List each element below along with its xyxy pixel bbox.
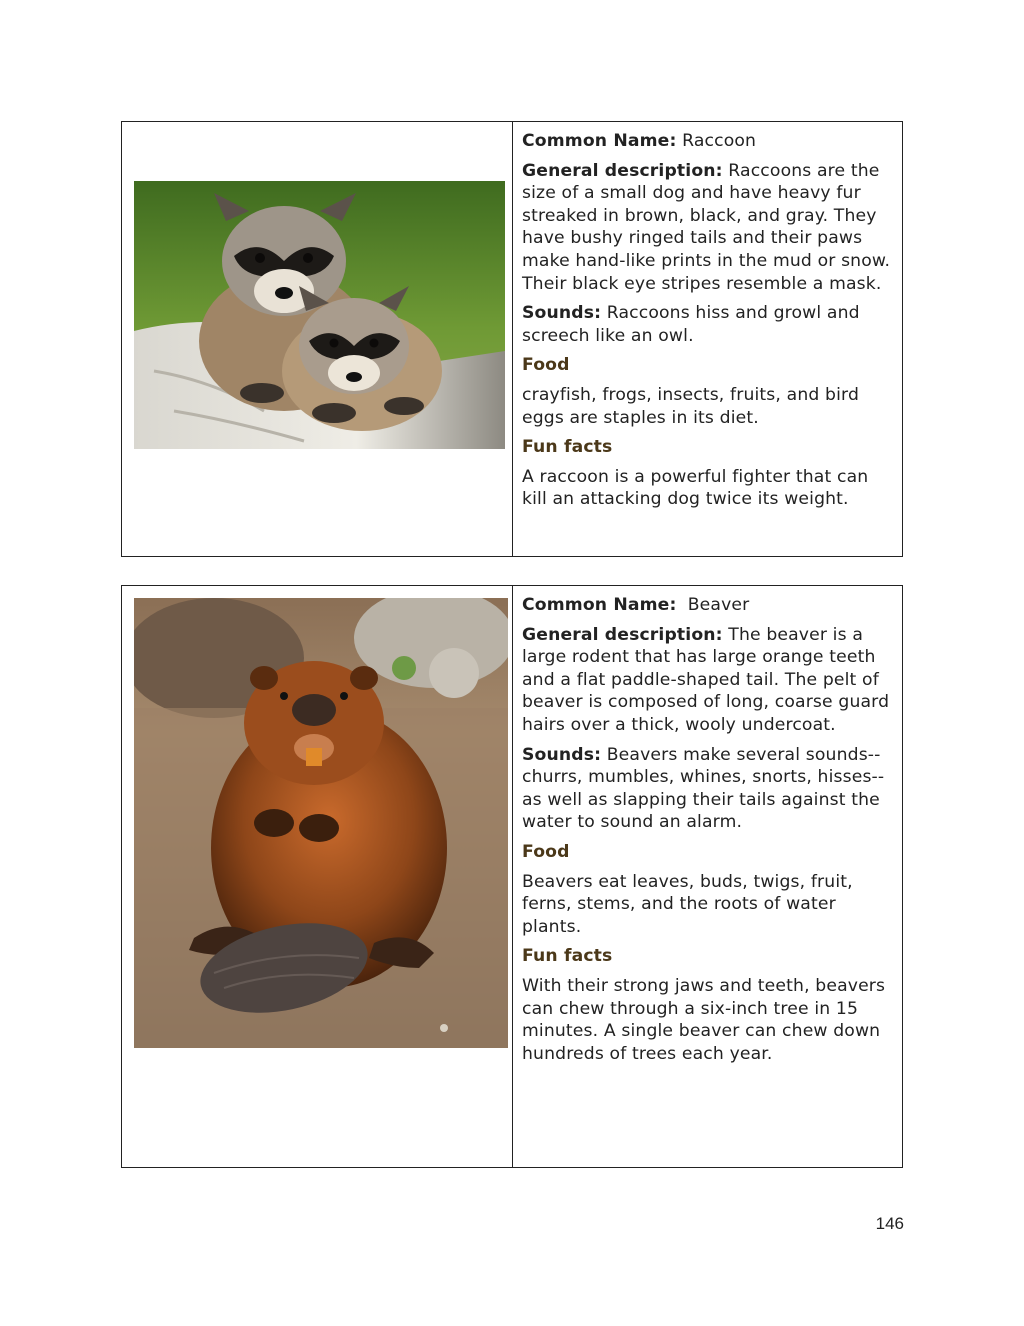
beaver-food-text: Beavers eat leaves, buds, twigs, fruit, ferns, stems, and the roots of water plants. [522,871,853,937]
page-number: 146 [875,1214,904,1233]
raccoon-photo [134,181,505,449]
beaver-photo [134,598,508,1048]
common-name-value: Beaver [676,595,750,615]
beaver-text [513,586,902,1167]
general-description-value: The beaver is a large rodent that has large orange teeth and a flat paddle-shaped tail. The pelt of beaver is composed of long, coarse guard hairs over a thick, wooly undercoat. [522,624,890,735]
beaver-card [121,585,903,1168]
raccoon-fun-facts-text: A raccoon is a powerful fighter that can kill an attacking dog twice its weight. [522,466,869,510]
sounds-label: Sounds: [522,744,602,765]
raccoon-food-heading: Food [522,355,570,376]
general-description-label: General description: [522,160,723,181]
raccoon-general-description [522,160,892,296]
beaver-food-heading: Food [522,841,570,862]
raccoon-text [513,122,902,556]
raccoon-food-text: crayfish, frogs, insects, fruits, and bird eggs are staples in its diet. [522,384,859,428]
sounds-value: Raccoons hiss and growl and screech like an owl. [522,303,860,346]
beaver-photo-cell [122,586,513,1167]
raccoon-photo-cell [122,122,513,556]
raccoon-sounds [522,302,892,347]
general-description-value: Raccoons are the size of a small dog and have heavy fur streaked in brown, black, and gray. They have bushy ringed tails and their paws make hand-like prints in the mud or snow. Their black eye stripes resemble a mask. [522,160,891,294]
raccoon-fun-facts-heading: Fun facts [522,437,613,458]
raccoon-common-name [522,130,892,153]
common-name-label: Common Name: [522,595,677,615]
general-description-label: General description: [522,624,723,645]
sounds-label: Sounds: [522,303,602,324]
common-name-label: Common Name: [522,131,677,151]
beaver-fun-facts-heading: Fun facts [522,946,613,967]
common-name-value: Raccoon [676,131,757,151]
sounds-value: Beavers make several sounds--churrs, mumbles, whines, snorts, hisses--as well as slapping their tails against the water to sound an alarm. [522,744,885,833]
beaver-general-description [522,624,892,737]
raccoon-card [121,121,903,557]
beaver-common-name [522,594,892,617]
beaver-sounds [522,744,892,834]
beaver-fun-facts-text: With their strong jaws and teeth, beavers can chew through a six-inch tree in 15 minutes. A single beaver can chew down hundreds of trees each year. [522,975,886,1064]
